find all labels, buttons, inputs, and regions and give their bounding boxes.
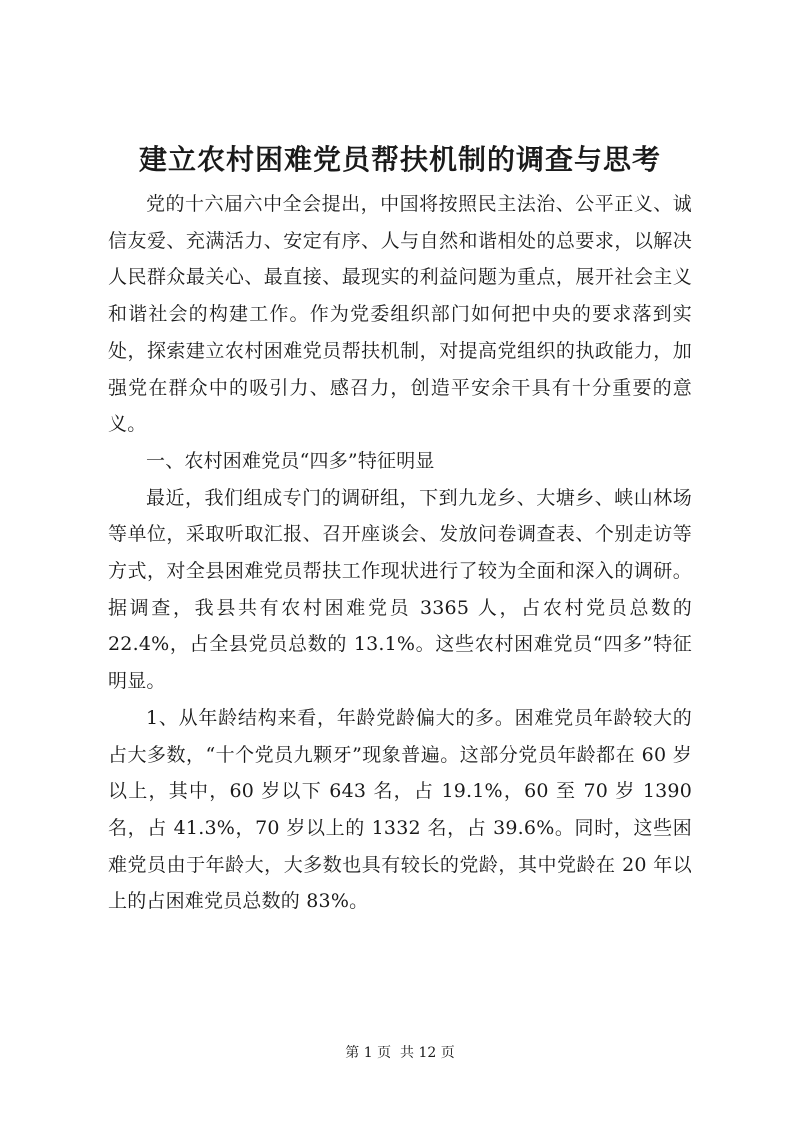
page-footer xyxy=(0,1043,800,1063)
age-structure-paragraph: 1、从年龄结构来看，年龄党龄偏大的多。困难党员年龄较大的占大多数，“十个党员九颗牙”现象普遍。这部分党员年龄都在 60 岁以上，其中，60 岁以下 643 名，占 19.1%，60 至 70 岁 1390 名，占 41.3%，70 岁以上的 1332 名，占 39.6%。同时，这些困难党员由于年龄大，大多数也具有较长的党龄，其中党龄在 20 年以上的占困难党员总数的 83%。 xyxy=(108,706,692,913)
intro-paragraph: 党的十六届六中全会提出，中国将按照民主法治、公平正义、诚信友爱、充满活力、安定有序、人与自然和谐相处的总要求，以解决人民群众最关心、最直接、最现实的利益问题为重点，展开社会主义和谐社会的构建工作。作为党委组织部门如何把中央的要求落到实处，探索建立农村困难党员帮扶机制，对提高党组织的执政能力，加强党在群众中的吸引力、感召力，创造平安余干具有十分重要的意义。 xyxy=(108,193,692,436)
survey-paragraph: 最近，我们组成专门的调研组，下到九龙乡、大塘乡、峡山林场等单位，采取听取汇报、召开座谈会、发放问卷调查表、个别走访等方式，对全县困难党员帮扶工作现状进行了较为全面和深入的调研。据调查，我县共有农村困难党员 3365 人，占农村党员总数的 22.4%，占全县党员总数的 13.1%。这些农村困难党员“四多”特征明显。 xyxy=(108,486,692,693)
page-number-label: 第 1 页 共 12 页 xyxy=(345,1045,455,1061)
document-title: 建立农村困难党员帮扶机制的调查与思考 xyxy=(138,143,661,176)
section-heading: 一、农村困难党员“四多”特征明显 xyxy=(146,449,435,472)
document-body xyxy=(108,186,692,920)
